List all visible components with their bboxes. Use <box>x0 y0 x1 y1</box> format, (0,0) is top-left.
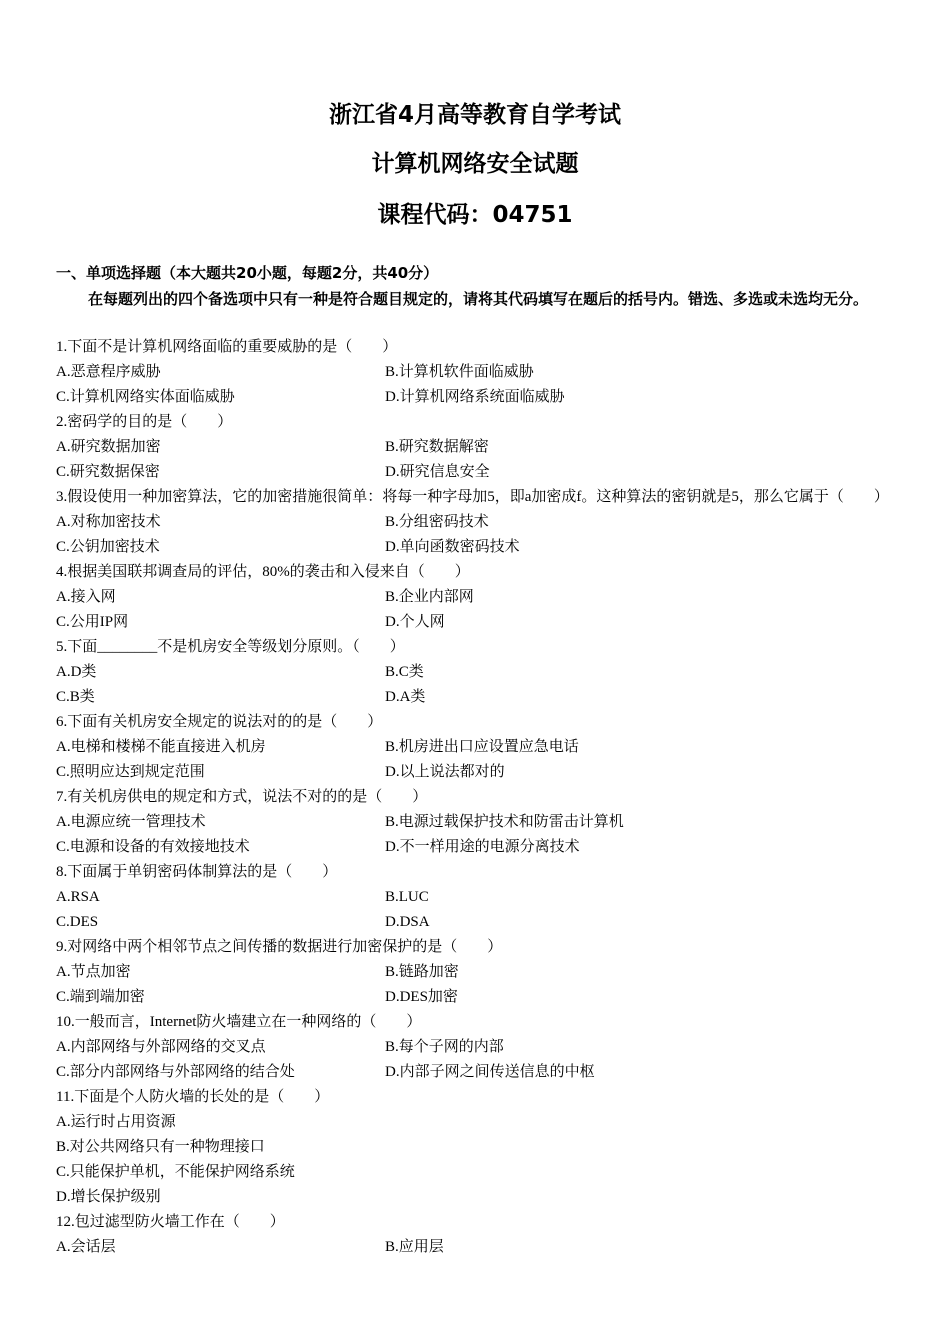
option-row <box>56 910 898 935</box>
question-stem: 9.对网络中两个相邻节点之间传播的数据进行加密保护的是（ ） <box>56 939 503 955</box>
option-a: A.会话层 <box>56 1239 116 1255</box>
option-a: A.内部网络与外部网络的交叉点 <box>56 1039 266 1055</box>
option-a: A.RSA <box>56 889 100 905</box>
option-row <box>56 960 898 985</box>
question-stem: 6.下面有关机房安全规定的说法对的的是（ ） <box>56 714 383 730</box>
question-stem: 2.密码学的目的是（ ） <box>56 414 233 430</box>
option-b: B.分组密码技术 <box>385 514 489 530</box>
option-row <box>56 885 898 910</box>
option-row <box>56 1035 898 1060</box>
option-a: A.恶意程序威胁 <box>56 364 161 380</box>
option-b: B.计算机软件面临威胁 <box>385 364 534 380</box>
question-stem: 1.下面不是计算机网络面临的重要威胁的是（ ） <box>56 339 398 355</box>
exam-subject-title: 计算机网络安全试题 <box>371 151 579 177</box>
question-stem: 5.下面________不是机房安全等级划分原则。（ ） <box>56 639 405 655</box>
option-d: D.计算机网络系统面临威胁 <box>385 389 565 405</box>
option-d: D.单向函数密码技术 <box>385 539 520 555</box>
question-stem: 10.一般而言，Internet防火墙建立在一种网络的（ ） <box>56 1014 422 1030</box>
option-row <box>56 435 898 460</box>
option-b: B.每个子网的内部 <box>385 1039 504 1055</box>
option-a: A.接入网 <box>56 589 116 605</box>
option-c: C.公钥加密技术 <box>56 539 160 555</box>
option-row <box>56 460 898 485</box>
question-stem: 7.有关机房供电的规定和方式，说法不对的的是（ ） <box>56 789 428 805</box>
option-row <box>56 985 898 1010</box>
option-row <box>56 835 898 860</box>
option-row <box>56 610 898 635</box>
option-d: D.A类 <box>385 689 426 705</box>
option-b: B.LUC <box>385 889 429 905</box>
option-a: A.电梯和楼梯不能直接进入机房 <box>56 739 266 755</box>
option-b: B.机房进出口应设置应急电话 <box>385 739 579 755</box>
option-row <box>56 1235 898 1260</box>
option-row <box>56 385 898 410</box>
option-row <box>56 360 898 385</box>
option-d: D.内部子网之间传送信息的中枢 <box>385 1064 595 1080</box>
question-stem: 8.下面属于单钥密码体制算法的是（ ） <box>56 864 338 880</box>
option-b: B.C类 <box>385 664 424 680</box>
option-a: A.D类 <box>56 664 97 680</box>
course-code: 课程代码：04751 <box>377 202 573 228</box>
question-stem: 3.假设使用一种加密算法，它的加密措施很简单：将每一种字母加5，即a加密成f。这种算法的密钥就是5，那么它属于（ ） <box>56 489 889 505</box>
option-c: C.电源和设备的有效接地技术 <box>56 839 250 855</box>
option-d: D.研究信息安全 <box>385 464 490 480</box>
option-c: C.公用IP网 <box>56 614 129 630</box>
option-d: D.DES加密 <box>385 989 458 1005</box>
option-a: A.对称加密技术 <box>56 514 161 530</box>
option-c: C.照明应达到规定范围 <box>56 764 205 780</box>
question-stem: 11.下面是个人防火墙的长处的是（ ） <box>56 1089 330 1105</box>
option-row <box>56 735 898 760</box>
section-instruction: 在每题列出的四个备选项中只有一种是符合题目规定的，请将其代码填写在题后的括号内。错选、多选或未选均无分。 <box>88 290 869 308</box>
option-d: D.以上说法都对的 <box>385 764 505 780</box>
option-c: C.部分内部网络与外部网络的结合处 <box>56 1064 295 1080</box>
option-b: B.电源过载保护技术和防雷击计算机 <box>385 814 624 830</box>
option-b: B.对公共网络只有一种物理接口 <box>56 1139 265 1155</box>
option-d: D.不一样用途的电源分离技术 <box>385 839 580 855</box>
option-row <box>56 685 898 710</box>
option-b: B.企业内部网 <box>385 589 474 605</box>
option-d: D.DSA <box>385 914 430 930</box>
option-b: B.研究数据解密 <box>385 439 489 455</box>
option-a: A.电源应统一管理技术 <box>56 814 206 830</box>
option-row <box>56 660 898 685</box>
option-a: A.节点加密 <box>56 964 131 980</box>
option-b: B.应用层 <box>385 1239 444 1255</box>
question-stem: 12.包过滤型防火墙工作在（ ） <box>56 1214 285 1230</box>
option-c: C.只能保护单机，不能保护网络系统 <box>56 1164 295 1180</box>
exam-title: 浙江省4月高等教育自学考试 <box>328 102 621 128</box>
option-a: A.研究数据加密 <box>56 439 161 455</box>
option-d: D.个人网 <box>385 614 445 630</box>
option-b: B.链路加密 <box>385 964 459 980</box>
option-row <box>56 510 898 535</box>
option-c: C.DES <box>56 914 99 930</box>
option-row <box>56 760 898 785</box>
option-row <box>56 1060 898 1085</box>
option-c: C.端到端加密 <box>56 989 145 1005</box>
option-c: C.B类 <box>56 689 95 705</box>
option-row <box>56 810 898 835</box>
option-row <box>56 585 898 610</box>
option-row <box>56 535 898 560</box>
option-c: C.计算机网络实体面临威胁 <box>56 389 235 405</box>
option-a: A.运行时占用资源 <box>56 1114 176 1130</box>
option-c: C.研究数据保密 <box>56 464 160 480</box>
question-list <box>56 335 898 1260</box>
option-d: D.增长保护级别 <box>56 1189 161 1205</box>
question-stem: 4.根据美国联邦调查局的评估，80%的袭击和入侵来自（ ） <box>56 564 470 580</box>
section-heading: 一、单项选择题（本大题共20小题，每题2分，共40分） <box>56 264 439 282</box>
